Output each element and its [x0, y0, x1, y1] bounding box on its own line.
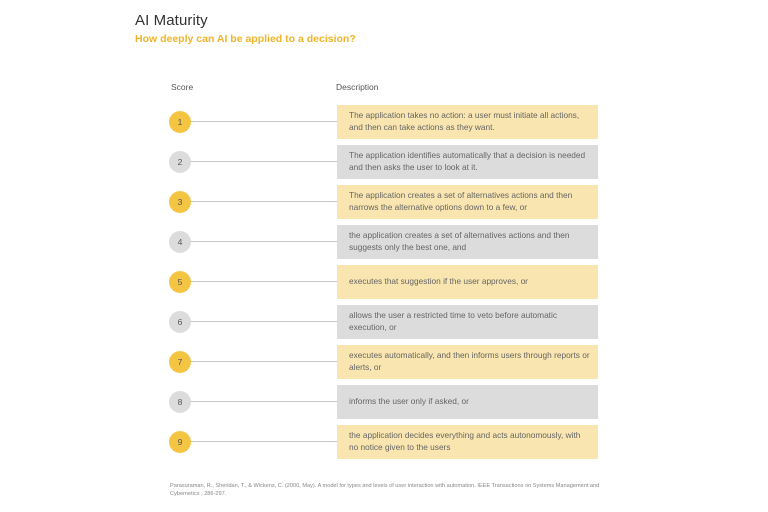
- connector-line: [190, 281, 337, 282]
- connector-line: [190, 161, 337, 162]
- description-box: executes automatically, and then informs users through reports or alerts, or: [337, 345, 598, 379]
- score-badge: 9: [169, 431, 191, 453]
- connector-line: [190, 361, 337, 362]
- maturity-row-5: [0, 265, 768, 299]
- citation-footnote: Parasuraman, R., Sheridan, T., & Wickens, C. (2000, May). A model for types and levels of user interaction with automation. IEEE Transactions on Systems Management and Cybernetics , 286-297.: [170, 483, 600, 497]
- score-badge: 8: [169, 391, 191, 413]
- maturity-row-4: [0, 225, 768, 259]
- page-title: AI Maturity: [135, 12, 208, 29]
- description-box: the application decides everything and acts autonomously, with no notice given to the users: [337, 425, 598, 459]
- page-subtitle: How deeply can AI be applied to a decision?: [135, 33, 356, 45]
- description-box: allows the user a restricted time to veto before automatic execution, or: [337, 305, 598, 339]
- score-badge: 6: [169, 311, 191, 333]
- maturity-row-7: [0, 345, 768, 379]
- score-badge: 2: [169, 151, 191, 173]
- description-column-header: Description: [336, 82, 379, 92]
- maturity-row-8: [0, 385, 768, 419]
- maturity-row-2: [0, 145, 768, 179]
- score-badge: 1: [169, 111, 191, 133]
- connector-line: [190, 241, 337, 242]
- score-badge: 4: [169, 231, 191, 253]
- description-box: The application identifies automatically that a decision is needed and then asks the user to look at it.: [337, 145, 598, 179]
- connector-line: [190, 441, 337, 442]
- connector-line: [190, 401, 337, 402]
- maturity-row-3: [0, 185, 768, 219]
- connector-line: [190, 121, 337, 122]
- maturity-row-9: [0, 425, 768, 459]
- maturity-row-6: [0, 305, 768, 339]
- score-column-header: Score: [171, 82, 194, 92]
- score-badge: 5: [169, 271, 191, 293]
- maturity-row-1: [0, 105, 768, 139]
- score-badge: 7: [169, 351, 191, 373]
- description-box: The application takes no action: a user must initiate all actions, and then can take actions as they want.: [337, 105, 598, 139]
- description-box: informs the user only if asked, or: [337, 385, 598, 419]
- score-badge: 3: [169, 191, 191, 213]
- description-box: executes that suggestion if the user approves, or: [337, 265, 598, 299]
- description-box: the application creates a set of alternatives actions and then suggests only the best one, and: [337, 225, 598, 259]
- connector-line: [190, 321, 337, 322]
- connector-line: [190, 201, 337, 202]
- description-box: The application creates a set of alternatives actions and then narrows the alternative options down to a few, or: [337, 185, 598, 219]
